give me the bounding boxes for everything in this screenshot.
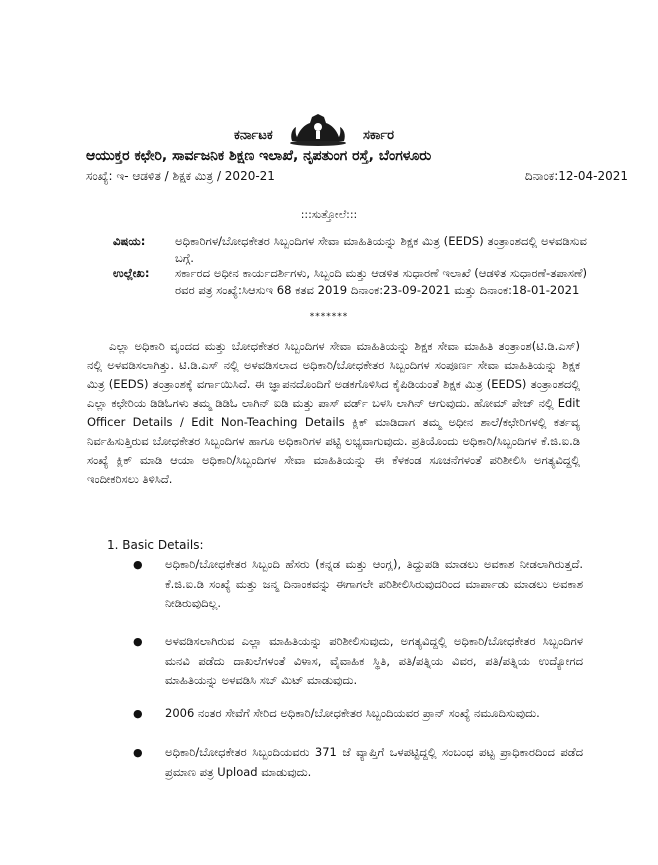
- issue-date: ದಿನಾಂಕ:12-04-2021: [524, 169, 628, 183]
- reference-number: ಸಂಖ್ಯೆ: ಇ- ಆಡಳಿತ / ಶಿಕ್ಷಕ ಮಿತ್ರ / 2020-21: [86, 169, 275, 183]
- bullet-text: ಅಧಿಕಾರಿ/ಬೋಧಕೇತರ ಸಿಬ್ಬಂದಿ ಹೆಸರು (ಕನ್ನಡ ಮತ್ತು ಆಂಗ್ಲ), ತಿದ್ದುಪಡಿ ಮಾಡಲು ಅವಕಾಶ ನೀಡಲಾಗಿರುತ್ತದೆ. ಕೆ.ಜಿ.ಐ.ಡಿ ಸಂಖ್ಯೆ ಮತ್ತು ಜನ್ಮ ದಿನಾಂಕವನ್ನು ಈಗಾಗಲೇ ಪರಿಶೀಲಿಸಿರುವುದರಿಂದ ಮಾರ್ಪಾಡು ಮಾಡಲು ಅವಕಾಶ ನೀಡಿರುವುದಿಲ್ಲ.: [165, 557, 583, 610]
- bullet-icon: ●: [133, 635, 143, 648]
- body-paragraph: ಎಲ್ಲಾ ಅಧಿಕಾರಿ ವೃಂದದ ಮತ್ತು ಬೋಧಕೇತರ ಸಿಬ್ಬಂದಿಗಳ ಸೇವಾ ಮಾಹಿತಿಯನ್ನು ಶಿಕ್ಷಕ ಸೇವಾ ಮಾಹಿತಿ ತಂತ್ರಾಂಶ(ಟಿ.ಡಿ.ಎಸ್) ನಲ್ಲಿ ಅಳವಡಿಸಲಾಗಿತ್ತು. ಟಿ.ಡಿ.ಎಸ್ ನಲ್ಲಿ ಅಳವಡಿಸಲಾದ ಅಧಿಕಾರಿ/ಬೋಧಕೇತರ ಸಿಬ್ಬಂದಿಗಳ ಸಂಪೂರ್ಣ ಸೇವಾ ಮಾಹಿತಿಯನ್ನು ಶಿಕ್ಷಕ ಮಿತ್ರ (EEDS) ತಂತ್ರಾಂಶಕ್ಕೆ ವರ್ಗಾಯಿಸಿದೆ. ಈ ಜ್ಞಾಪನದೊಂದಿಗೆ ಅಡಕಗೊಳಿಸಿದ ಕೈಪಿಡಿಯಂತೆ ಶಿಕ್ಷಕ ಮಿತ್ರ (EEDS) ತಂತ್ರಾಂಶದಲ್ಲಿ ಎಲ್ಲಾ ಕಛೇರಿಯ ಡಿಡಿಓಗಳು ತಮ್ಮ ಡಿಡಿಓ ಲಾಗಿನ್ ಐಡಿ ಮತ್ತು ಪಾಸ್ ವರ್ಡ್ ಬಳಸಿ ಲಾಗಿನ್ ಆಗುವುದು. ಹೋಮ್ ಪೇಜ್ ನಲ್ಲಿ Edit Officer Details / Edit Non-Teaching Details ಕ್ಲಿಕ್ ಮಾಡಿದಾಗ ತಮ್ಮ ಅಧೀನ ಶಾಲೆ/ಕಛೇರಿಗಳಲ್ಲಿ ಕರ್ತವ್ಯ ನಿರ್ವಹಿಸುತ್ತಿರುವ ಬೋಧಕೇತರ ಸಿಬ್ಬಂದಿಗಳ ಹಾಗೂ ಅಧಿಕಾರಿಗಳ ಪಟ್ಟಿ ಲಭ್ಯವಾಗುವುದು. ಪ್ರತಿಯೊಂದು ಅಧಿಕಾರಿ/ಸಿಬ್ಬಂದಿಗಳ ಕೆ.ಜಿ.ಐ.ಡಿ ಸಂಖ್ಯೆ ಕ್ಲಿಕ್ ಮಾಡಿ ಆಯಾ ಅಧಿಕಾರಿ/ಸಿಬ್ಬಂದಿಗಳ ಸೇವಾ ಮಾಹಿತಿಯನ್ನು ಈ ಕೆಳಕಂಡ ಸೂಚನೆಗಳಂತೆ ಪರಿಶೀಲಿಸಿ ಅಗತ್ಯವಿದ್ದಲ್ಲಿ ಇಂದೀಕರಿಸಲು ತಿಳಿಸಿದೆ.: [87, 339, 580, 486]
- state-emblem-icon: [286, 113, 350, 147]
- office-title: ಆಯುಕ್ತರ ಕಛೇರಿ, ಸಾರ್ವಜನಿಕ ಶಿಕ್ಷಣ ಇಲಾಖೆ, ನೃಪತುಂಗ ರಸ್ತೆ, ಬೆಂಗಳೂರು: [86, 148, 432, 164]
- subject-label: ವಿಷಯ:: [113, 234, 146, 248]
- circular-heading: :::ಸುತ್ತೋಲೆ:::: [300, 208, 358, 221]
- reference-label: ಉಲ್ಲೇಖ:: [113, 266, 150, 280]
- subject-text: ಅಧಿಕಾರಿಗಳ/ಬೋಧಕೇತರ ಸಿಬ್ಬಂದಿಗಳ ಸೇವಾ ಮಾಹಿತಿಯನ್ನು ಶಿಕ್ಷಕ ಮಿತ್ರ (EEDS) ತಂತ್ರಾಂಶದಲ್ಲಿ ಅಳವಡಿಸುವ ಬಗ್ಗೆ.: [175, 234, 587, 265]
- bullet-text: 2006 ನಂತರ ಸೇವೆಗೆ ಸೇರಿದ ಅಧಿಕಾರಿ/ಬೋಧಕೇತರ ಸಿಬ್ಬಂದಿಯವರ ಪ್ರಾನ್ ಸಂಖ್ಯೆ ನಮೂದಿಸುವುದು.: [165, 706, 540, 720]
- state-name-right: ಸರ್ಕಾರ: [363, 128, 394, 143]
- bullet-text: ಅಧಿಕಾರಿ/ಬೋಧಕೇತರ ಸಿಬ್ಬಂದಿಯವರು 371 ಜೆ ವ್ಯಾಪ್ತಿಗೆ ಒಳಪಟ್ಟಿದ್ದಲ್ಲಿ ಸಂಬಂಧ ಪಟ್ಟ ಪ್ರಾಧಿಕಾರದಿಂದ ಪಡೆದ ಪ್ರಮಾಣ ಪತ್ರ Upload ಮಾಡುವುದು.: [165, 745, 583, 779]
- separator: *******: [309, 312, 349, 322]
- bullet-text: ಅಳವಡಿಸಲಾಗಿರುವ ಎಲ್ಲಾ ಮಾಹಿತಿಯನ್ನು ಪರಿಶೀಲಿಸುವುದು, ಅಗತ್ಯವಿದ್ದಲ್ಲಿ ಅಧಿಕಾರಿ/ಬೋಧಕೇತರ ಸಿಬ್ಬಂದಿಗಳ ಮನವಿ ಪಡೆದು ದಾಖಲೆಗಳಂತೆ ವಿಳಾಸ, ವೈವಾಹಿಕ ಸ್ಥಿತಿ, ಪತಿ/ಪತ್ನಿಯ ವಿವರ, ಪತಿ/ಪತ್ನಿಯ ಉದ್ಯೋಗದ ಮಾಹಿತಿಯನ್ನು ಅಳವಡಿಸಿ ಸಬ್ ಮಿಟ್ ಮಾಡುವುದು.: [165, 634, 583, 687]
- reference-text: ಸರ್ಕಾರದ ಅಧೀನ ಕಾರ್ಯದರ್ಶಿಗಳು, ಸಿಬ್ಬಂದಿ ಮತ್ತು ಆಡಳಿತ ಸುಧಾರಣೆ ಇಲಾಖೆ (ಆಡಳಿತ ಸುಧಾರಣೆ-ತಪಾಸಣೆ) ರವರ ಪತ್ರ ಸಂಖ್ಯೆ:ಸಿಆಸುಇ 68 ಕತವ 2019 ದಿನಾಂಕ:23-09-2021 ಮತ್ತು ದಿನಾಂಕ:18-01-2021: [175, 266, 587, 297]
- reference-line: [86, 169, 628, 184]
- state-name-left: ಕರ್ನಾಟಕ: [234, 128, 273, 143]
- bullet-icon: ●: [133, 558, 143, 571]
- bullet-icon: ●: [133, 746, 143, 759]
- section-title: 1. Basic Details:: [107, 538, 204, 552]
- bullet-icon: ●: [133, 707, 143, 720]
